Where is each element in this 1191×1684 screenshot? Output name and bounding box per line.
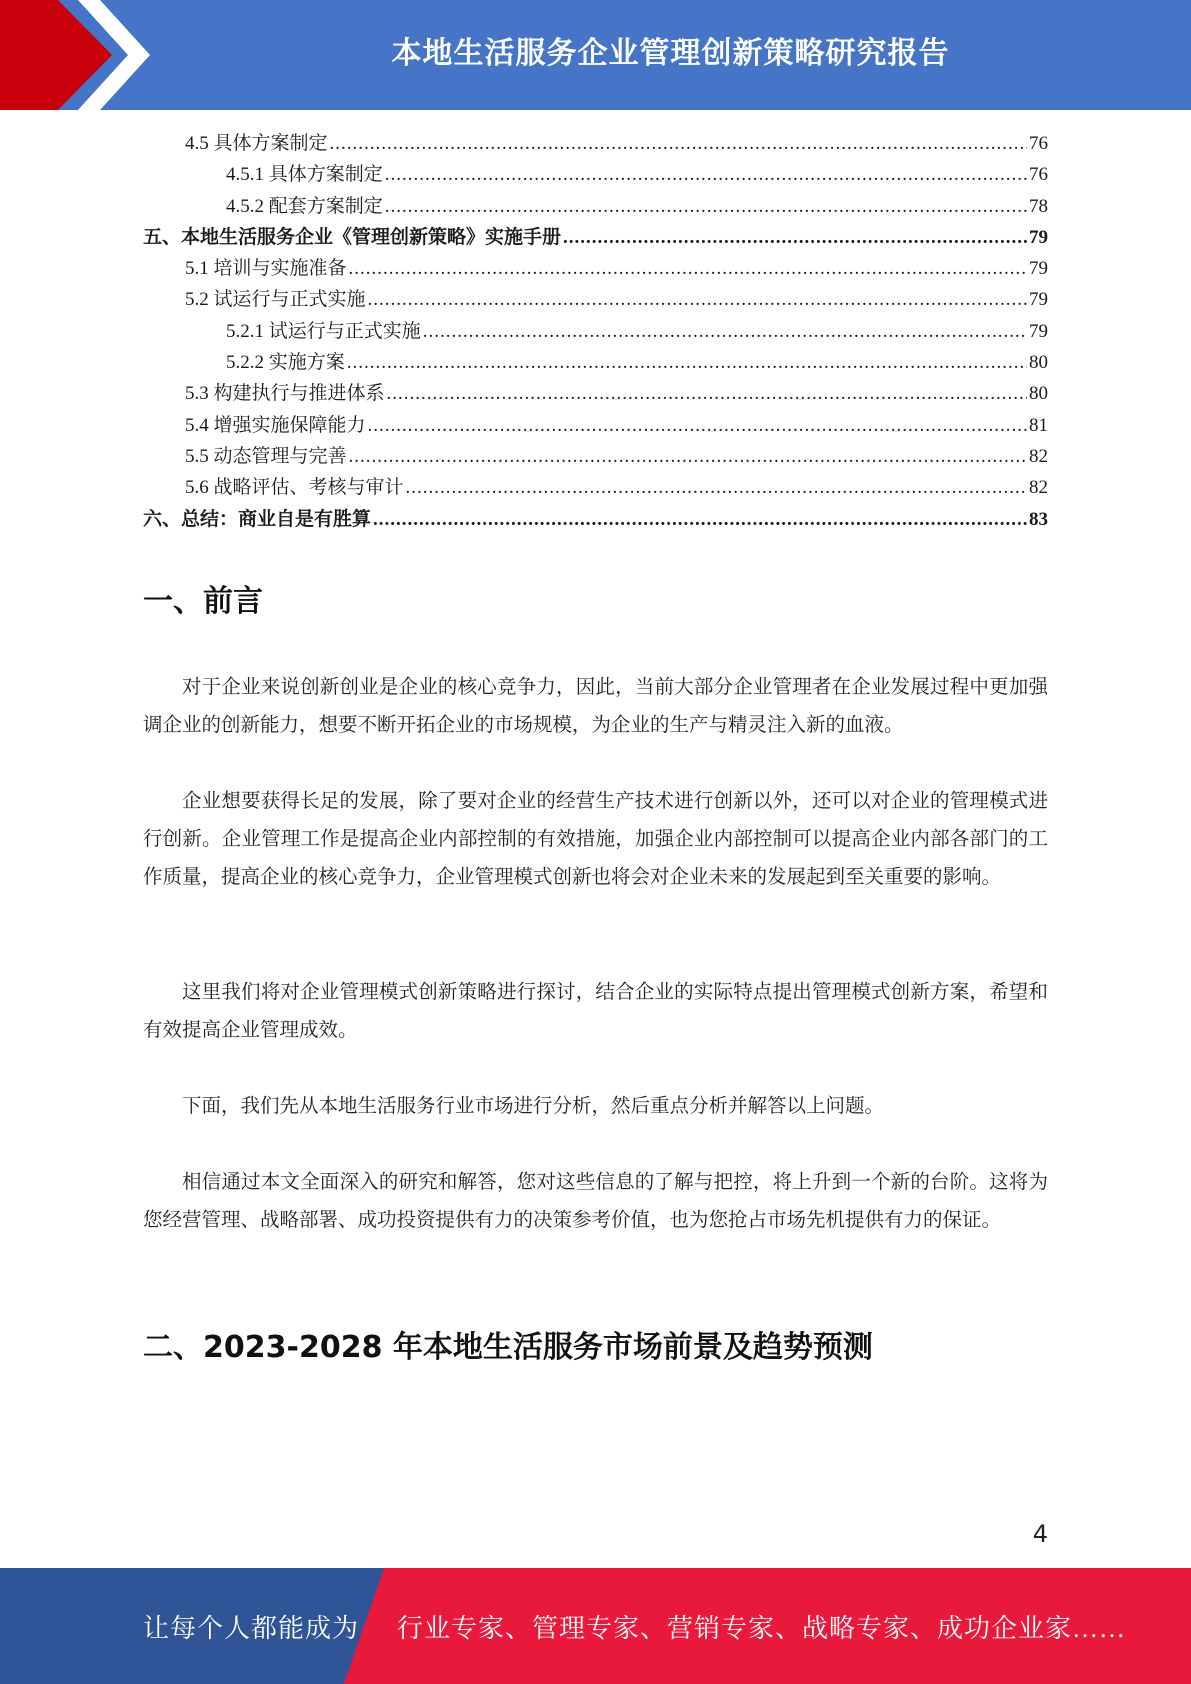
toc-entry-page: 82 xyxy=(1029,477,1048,499)
toc-entry[interactable] xyxy=(143,347,1048,378)
section-heading-preface: 一、前言 xyxy=(143,584,263,619)
toc-leader-dots xyxy=(330,128,1027,159)
body-paragraph: 相信通过本文全面深入的研究和解答，您对这些信息的了解与把控，将上升到一个新的台阶。这将为您经营管理、战略部署、成功投资提供有力的决策参考价值，也为您抢占市场先机提供有力的保证。 xyxy=(143,1172,1048,1231)
footer-slogan-right: 行业专家、管理专家、营销专家、战略专家、成功企业家…… xyxy=(397,1614,1127,1643)
toc-entry-page: 76 xyxy=(1029,164,1048,186)
toc-entry[interactable] xyxy=(143,316,1048,347)
toc-entry-page: 80 xyxy=(1029,352,1048,374)
toc-entry-label: 5.1 培训与实施准备 xyxy=(185,258,347,280)
page-footer xyxy=(0,1568,1191,1684)
toc-entry[interactable] xyxy=(143,284,1048,315)
toc-entry-page: 83 xyxy=(1029,508,1048,530)
toc-leader-dots xyxy=(347,347,1027,378)
toc-entry-page: 76 xyxy=(1029,133,1048,154)
report-title: 本地生活服务企业管理创新策略研究报告 xyxy=(391,36,950,71)
section-heading-market-outlook: 二、2023-2028 年本地生活服务市场前景及趋势预测 xyxy=(143,1330,873,1365)
toc-leader-dots xyxy=(423,316,1027,347)
toc-entry-page: 82 xyxy=(1029,445,1048,467)
toc-entry[interactable] xyxy=(143,191,1048,222)
toc-entry-label: 5.2 试运行与正式实施 xyxy=(185,289,366,311)
toc-entry-label: 5.6 战略评估、考核与审计 xyxy=(185,477,404,499)
toc-entry[interactable] xyxy=(143,159,1048,190)
toc-entry-label: 5.5 动态管理与完善 xyxy=(185,445,347,467)
toc-entry[interactable] xyxy=(143,441,1048,472)
header-arrow-decoration xyxy=(0,0,160,110)
body-paragraph: 对于企业来说创新创业是企业的核心竞争力，因此，当前大部分企业管理者在企业发展过程中更加强调企业的创新能力，想要不断开拓企业的市场规模，为企业的生产与精灵注入新的血液。 xyxy=(143,677,1048,736)
toc-leader-dots xyxy=(373,504,1027,535)
toc-entry-label: 4.5.2 配套方案制定 xyxy=(226,195,383,217)
page-number: 4 xyxy=(1032,1520,1048,1548)
toc-leader-dots xyxy=(387,378,1027,409)
toc-entry-page: 79 xyxy=(1029,289,1048,311)
footer-slogan-left: 让每个人都能成为 xyxy=(143,1614,360,1643)
toc-leader-dots xyxy=(406,472,1027,503)
toc-entry-label: 5.3 构建执行与推进体系 xyxy=(185,383,385,405)
toc-entry-label: 5.4 增强实施保障能力 xyxy=(185,414,366,436)
toc-entry[interactable] xyxy=(143,504,1048,535)
body-paragraph: 企业想要获得长足的发展，除了要对企业的经营生产技术进行创新以外，还可以对企业的管理模式进行创新。企业管理工作是提高企业内部控制的有效措施，加强企业内部控制可以提高企业内部各部门的工作质量，提高企业的核心竞争力，企业管理模式创新也将会对企业未来的发展起到至关重要的影响。 xyxy=(143,791,1048,888)
toc-entry-label: 5.2.2 实施方案 xyxy=(226,352,345,374)
toc-entry[interactable] xyxy=(143,378,1048,409)
toc-leader-dots xyxy=(368,284,1027,315)
toc-entry-label: 4.5.1 具体方案制定 xyxy=(226,164,383,186)
toc-leader-dots xyxy=(563,222,1027,253)
toc-leader-dots xyxy=(349,253,1027,284)
toc-entry-label: 六、总结：商业自是有胜算 xyxy=(143,508,372,530)
toc-leader-dots xyxy=(385,159,1027,190)
toc-entry-page: 79 xyxy=(1029,258,1048,280)
toc-entry-label: 4.5 具体方案制定 xyxy=(185,133,328,154)
toc-leader-dots xyxy=(385,191,1027,222)
toc-entry[interactable] xyxy=(143,128,1048,159)
toc-leader-dots xyxy=(368,410,1027,441)
toc-entry-label: 5.2.1 试运行与正式实施 xyxy=(226,320,421,342)
toc-entry[interactable] xyxy=(143,253,1048,284)
page-header xyxy=(0,0,1191,110)
toc-entry-page: 79 xyxy=(1029,226,1048,248)
toc-entry-page: 79 xyxy=(1029,320,1048,342)
body-paragraph: 下面，我们先从本地生活服务行业市场进行分析，然后重点分析并解答以上问题。 xyxy=(182,1096,885,1117)
toc-entry[interactable] xyxy=(143,472,1048,503)
table-of-contents xyxy=(143,128,1048,535)
toc-entry-page: 78 xyxy=(1029,195,1048,217)
toc-entry-page: 81 xyxy=(1029,414,1048,436)
body-paragraph: 这里我们将对企业管理模式创新策略进行探讨，结合企业的实际特点提出管理模式创新方案，希望和有效提高企业管理成效。 xyxy=(143,982,1048,1041)
toc-entry[interactable] xyxy=(143,222,1048,253)
toc-entry-label: 五、本地生活服务企业《管理创新策略》实施手册 xyxy=(143,226,562,248)
toc-entry[interactable] xyxy=(143,410,1048,441)
toc-entry-page: 80 xyxy=(1029,383,1048,405)
toc-leader-dots xyxy=(349,441,1027,472)
